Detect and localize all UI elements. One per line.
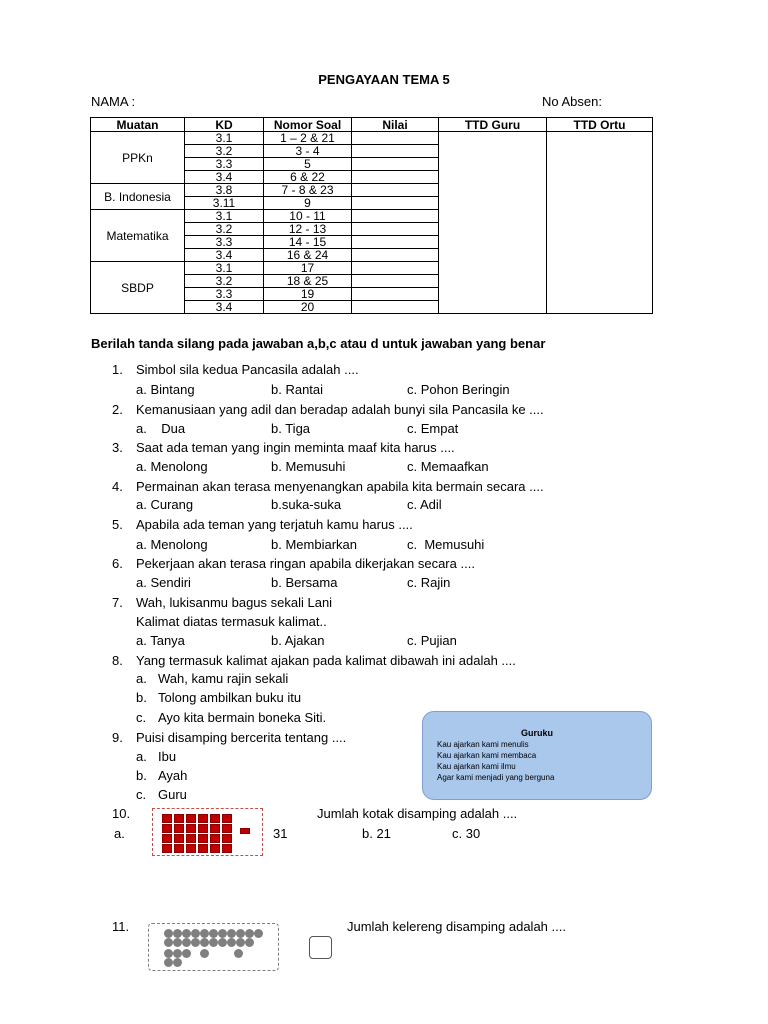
nilai-cell (352, 275, 439, 288)
nilai-cell (352, 236, 439, 249)
nilai-cell (352, 197, 439, 210)
question-text: Puisi disamping bercerita tentang .... (136, 730, 347, 745)
question-number: 11. (112, 919, 130, 934)
question-text: Apabila ada teman yang terjatuh kamu harus .... (136, 517, 413, 532)
nomor-cell: 7 - 8 & 23 (264, 184, 352, 197)
marble (245, 938, 254, 947)
poem-title: Guruku (520, 728, 553, 738)
option-c[interactable]: Guru (158, 787, 187, 802)
nomor-cell: 1 – 2 & 21 (264, 132, 352, 145)
option-b[interactable]: b. Rantai (271, 382, 324, 397)
option-b[interactable]: b. Bersama (271, 575, 338, 590)
question-text: Simbol sila kedua Pancasila adalah .... (136, 362, 359, 377)
kd-cell: 3.3 (185, 288, 264, 301)
option-a[interactable]: a. Sendiri (136, 575, 191, 590)
red-square (210, 844, 220, 853)
option-a[interactable]: a. Menolong (136, 459, 208, 474)
nilai-cell (352, 288, 439, 301)
red-square (186, 834, 196, 843)
marble (182, 929, 191, 938)
question-number: 3. (112, 440, 123, 455)
muatan-cell: PPKn (91, 132, 185, 184)
question-number: 7. (112, 595, 123, 610)
ttd-guru-cell (439, 132, 547, 314)
poem-line: Kau ajarkan kami ilmu (437, 762, 516, 771)
red-square (174, 844, 184, 853)
option-b-letter[interactable]: b. (136, 768, 147, 783)
marble (191, 929, 200, 938)
header-muatan: Muatan (91, 118, 185, 132)
kd-cell: 3.3 (185, 236, 264, 249)
poem-line: Kau ajarkan kami menulis (437, 740, 529, 749)
option-a[interactable]: Ibu (158, 749, 177, 764)
header-ttd-ortu: TTD Ortu (547, 118, 653, 132)
question-text-2: Kalimat diatas termasuk kalimat.. (136, 614, 327, 629)
marble (191, 938, 200, 947)
marble (200, 938, 209, 947)
header-ttd-guru: TTD Guru (439, 118, 547, 132)
kd-cell: 3.4 (185, 249, 264, 262)
option-b[interactable]: b.suka-suka (271, 497, 342, 512)
nomor-cell: 14 - 15 (264, 236, 352, 249)
marble (209, 938, 218, 947)
red-square (174, 834, 184, 843)
question-text: Yang termasuk kalimat ajakan pada kalimat dibawah ini adalah .... (136, 653, 516, 668)
nilai-cell (352, 145, 439, 158)
muatan-cell: SBDP (91, 262, 185, 314)
page-title: PENGAYAAN TEMA 5 (318, 72, 450, 87)
header-nomor-soal: Nomor Soal (264, 118, 352, 132)
option-a[interactable]: a. Tanya (136, 633, 185, 648)
nilai-cell (352, 132, 439, 145)
nomor-cell: 9 (264, 197, 352, 210)
option-c[interactable]: Ayo kita bermain boneka Siti. (158, 710, 327, 725)
nomor-cell: 20 (264, 301, 352, 314)
marble (164, 949, 173, 958)
nomor-cell: 6 & 22 (264, 171, 352, 184)
marble (254, 929, 263, 938)
kd-cell: 3.1 (185, 262, 264, 275)
kd-cell: 3.11 (185, 197, 264, 210)
header-nilai: Nilai (352, 118, 439, 132)
marble (173, 929, 182, 938)
poem-line: Agar kami menjadi yang berguna (437, 773, 555, 782)
nilai-cell (352, 301, 439, 314)
red-square (186, 844, 196, 853)
option-c[interactable]: c. Memaafkan (407, 459, 489, 474)
nama-label: NAMA : (91, 94, 136, 109)
muatan-cell: B. Indonesia (91, 184, 185, 210)
option-c-letter[interactable]: c. (136, 787, 147, 802)
question-text: Jumlah kotak disamping adalah .... (317, 806, 518, 821)
nilai-cell (352, 171, 439, 184)
nilai-cell (352, 223, 439, 236)
red-square (222, 844, 232, 853)
option-c[interactable]: c. Memusuhi (407, 537, 485, 552)
nomor-cell: 18 & 25 (264, 275, 352, 288)
option-a[interactable]: Wah, kamu rajin sekali (158, 671, 289, 686)
question-number: 4. (112, 479, 123, 494)
option-b[interactable]: b. 21 (362, 826, 391, 841)
option-a[interactable]: a. Dua (136, 421, 186, 436)
question-number: 6. (112, 556, 123, 571)
marble (227, 938, 236, 947)
marble (164, 938, 173, 947)
marble (209, 929, 218, 938)
nomor-cell: 12 - 13 (264, 223, 352, 236)
header-kd: KD (185, 118, 264, 132)
nilai-cell (352, 210, 439, 223)
nilai-cell (352, 249, 439, 262)
poem-line: Kau ajarkan kami membaca (437, 751, 537, 760)
table-header-row (91, 118, 653, 132)
score-table (90, 117, 653, 314)
option-c[interactable]: c. Rajin (407, 575, 451, 590)
question-text: Saat ada teman yang ingin meminta maaf kita harus .... (136, 440, 455, 455)
poem-box (422, 711, 652, 800)
red-square (240, 828, 250, 834)
option-a[interactable]: a. Menolong (136, 537, 208, 552)
marble (245, 929, 254, 938)
kd-cell: 3.2 (185, 223, 264, 236)
question-number: 2. (112, 402, 123, 417)
question-number: 1. (112, 362, 123, 377)
marble (236, 938, 245, 947)
option-a-letter[interactable]: a. (136, 749, 147, 764)
option-c[interactable]: c. Empat (407, 421, 459, 436)
marble (236, 929, 245, 938)
option-c-letter[interactable]: c. (136, 710, 147, 725)
nilai-cell (352, 184, 439, 197)
option-a[interactable]: 31 (273, 826, 288, 841)
question-number: 5. (112, 517, 123, 532)
marble (200, 929, 209, 938)
table-row (91, 132, 653, 145)
nilai-cell (352, 262, 439, 275)
nomor-cell: 5 (264, 158, 352, 171)
kd-cell: 3.8 (185, 184, 264, 197)
red-square (186, 824, 196, 833)
nomor-cell: 17 (264, 262, 352, 275)
question-text: Wah, lukisanmu bagus sekali Lani (136, 595, 333, 610)
marble (227, 929, 236, 938)
red-square (162, 834, 172, 843)
marble (173, 949, 182, 958)
option-a[interactable]: a. Bintang (136, 382, 195, 397)
option-b[interactable]: b. Tiga (271, 421, 311, 436)
kd-cell: 3.4 (185, 171, 264, 184)
red-square (198, 834, 208, 843)
red-square (210, 814, 220, 823)
ttd-ortu-cell (547, 132, 653, 314)
red-square (162, 814, 172, 823)
option-a-letter[interactable]: a. (136, 671, 147, 686)
nomor-cell: 19 (264, 288, 352, 301)
question-number: 9. (112, 730, 123, 745)
instruction-text: Berilah tanda silang pada jawaban a,b,c atau d untuk jawaban yang benar (91, 336, 546, 351)
red-square (198, 844, 208, 853)
marble (218, 938, 227, 947)
red-square (186, 814, 196, 823)
muatan-cell: Matematika (91, 210, 185, 262)
question-text: Kemanusiaan yang adil dan beradap adalah bunyi sila Pancasila ke .... (136, 402, 544, 417)
nilai-cell (352, 158, 439, 171)
option-c[interactable]: c. Pohon Beringin (407, 382, 510, 397)
kd-cell: 3.4 (185, 301, 264, 314)
answer-box[interactable] (309, 936, 332, 959)
nomor-cell: 3 - 4 (264, 145, 352, 158)
marble (164, 929, 173, 938)
question-number: 10. (112, 806, 131, 821)
option-a[interactable]: a. Curang (136, 497, 194, 512)
red-square (162, 844, 172, 853)
option-b-letter[interactable]: b. (136, 690, 147, 705)
red-square (198, 814, 208, 823)
marble (182, 938, 191, 947)
question-number: 8. (112, 653, 123, 668)
red-square (174, 814, 184, 823)
red-square (222, 814, 232, 823)
kd-cell: 3.3 (185, 158, 264, 171)
red-square (222, 824, 232, 833)
option-b[interactable]: b. Ajakan (271, 633, 325, 648)
red-square (174, 824, 184, 833)
marble (200, 949, 209, 958)
kd-cell: 3.2 (185, 145, 264, 158)
question-text: Pekerjaan akan terasa ringan apabila dikerjakan secara .... (136, 556, 475, 571)
marble (164, 958, 173, 967)
option-c[interactable]: c. Adil (407, 497, 442, 512)
kd-cell: 3.1 (185, 132, 264, 145)
nomor-cell: 16 & 24 (264, 249, 352, 262)
red-square (222, 834, 232, 843)
option-a-letter[interactable]: a. (114, 826, 125, 841)
option-b[interactable]: b. Memusuhi (271, 459, 346, 474)
option-c[interactable]: c. Pujian (407, 633, 457, 648)
option-b[interactable]: Ayah (158, 768, 188, 783)
nomor-cell: 10 - 11 (264, 210, 352, 223)
red-square (162, 824, 172, 833)
marble (182, 949, 191, 958)
marble (173, 958, 182, 967)
question-text: Permainan akan terasa menyenangkan apabila kita bermain secara .... (136, 479, 544, 494)
kd-cell: 3.2 (185, 275, 264, 288)
marble (218, 929, 227, 938)
kd-cell: 3.1 (185, 210, 264, 223)
option-b[interactable]: b. Membiarkan (271, 537, 357, 552)
marble (173, 938, 182, 947)
red-square (210, 834, 220, 843)
option-b[interactable]: Tolong ambilkan buku itu (158, 690, 302, 705)
marble (234, 949, 243, 958)
question-text: Jumlah kelereng disamping adalah .... (347, 919, 566, 934)
option-c[interactable]: c. 30 (452, 826, 481, 841)
absen-label: No Absen: (542, 94, 602, 109)
red-square (198, 824, 208, 833)
red-square (210, 824, 220, 833)
